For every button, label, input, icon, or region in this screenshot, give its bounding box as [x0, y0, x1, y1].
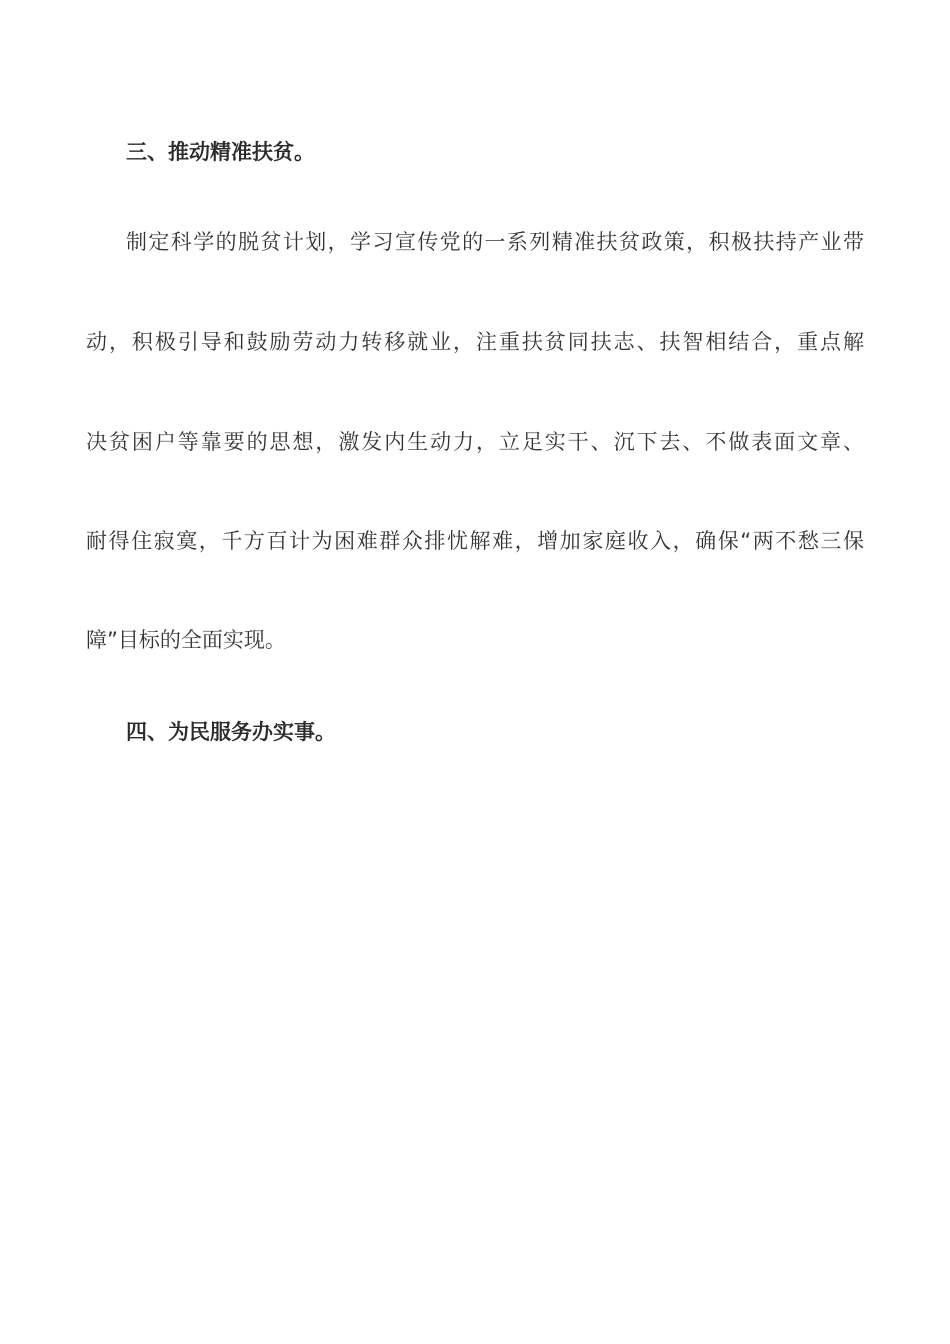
- paragraph-line: 决贫困户等靠要的思想，激发内生动力，立足实干、沉下去、不做表面文章、: [86, 430, 864, 454]
- paragraph-line: 障”目标的全面实现。: [86, 628, 286, 652]
- paragraph-line: 耐得住寂寞，千方百计为困难群众排忧解难，增加家庭收入，确保“两不愁三保: [86, 529, 864, 553]
- paragraph-line: 动，积极引导和鼓励劳动力转移就业，注重扶贫同扶志、扶智相结合，重点解: [86, 330, 864, 354]
- section-4-heading: 四、为民服务办实事。: [126, 720, 336, 744]
- section-3-heading: 三、推动精准扶贫。: [126, 140, 315, 164]
- paragraph-line: 制定科学的脱贫计划，学习宣传党的一系列精准扶贫政策，积极扶持产业带: [126, 230, 864, 254]
